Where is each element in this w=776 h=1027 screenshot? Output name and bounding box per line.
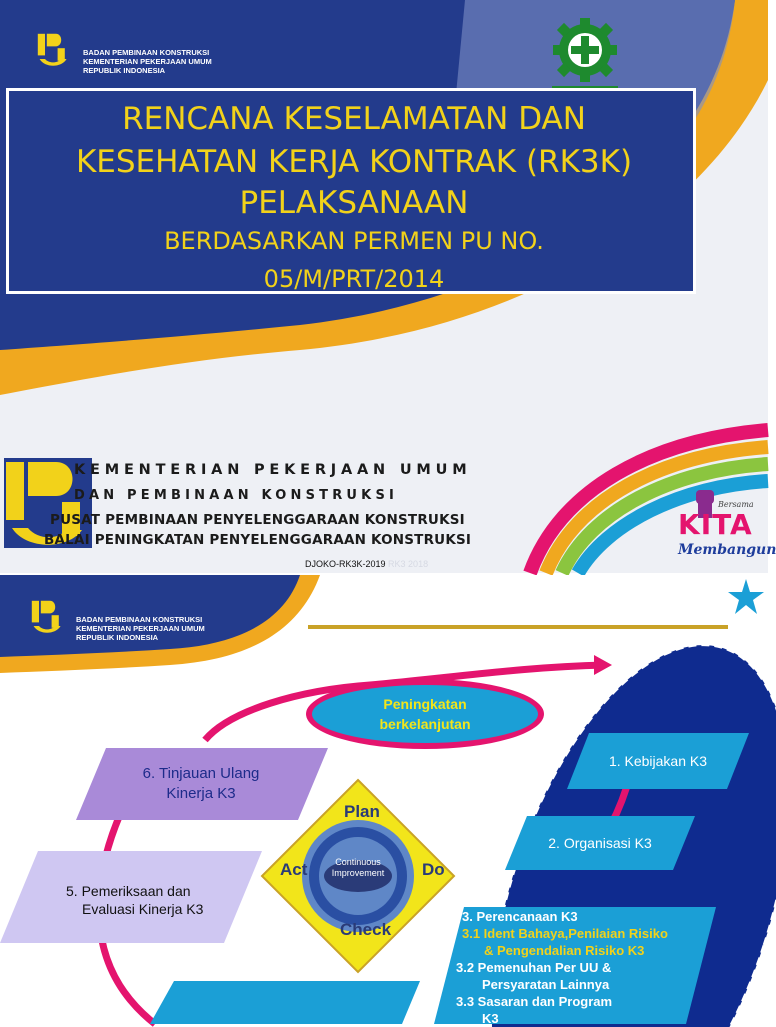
title-line-1: RENCANA KESELAMATAN DAN bbox=[122, 101, 586, 137]
step3-list bbox=[456, 908, 668, 1027]
footer-faded: RK3 2018 bbox=[388, 559, 429, 569]
footer-tag bbox=[305, 559, 428, 569]
step5-label bbox=[66, 882, 203, 918]
pdca-center-2: Improvement bbox=[331, 868, 385, 878]
pu-logo-icon bbox=[36, 32, 72, 68]
step3-line-1: 3. Perencanaan K3 bbox=[462, 909, 578, 924]
org2-line-3: REPUBLIK INDONESIA bbox=[76, 633, 159, 642]
brand-main: KITA bbox=[678, 508, 753, 541]
pdca-do: Do bbox=[422, 860, 445, 879]
title-line-2: KESEHATAN KERJA KONTRAK (RK3K) bbox=[75, 144, 633, 180]
step6-line-1: 6. Tinjauan Ulang bbox=[142, 765, 260, 782]
ministry-line-2: DAN PEMBINAAN KONSTRUKSI bbox=[74, 488, 399, 503]
k3-gear-logo-icon bbox=[546, 14, 624, 94]
org2-line-1: BADAN PEMBINAAN KONSTRUKSI bbox=[76, 615, 203, 624]
step3-line-4: 3.2 Pemenuhan Per UU & bbox=[456, 960, 612, 975]
step3-line-3: & Pengendalian Risiko K3 bbox=[484, 943, 645, 958]
pu-logo-icon-2 bbox=[30, 599, 66, 635]
step6-line-2: Kinerja K3 bbox=[166, 785, 236, 802]
org-line-3: REPUBLIK INDONESIA bbox=[83, 66, 166, 75]
footer-code: DJOKO-RK3K-2019 bbox=[305, 559, 386, 569]
ministry-line-1: KEMENTERIAN PEKERJAAN UMUM bbox=[74, 462, 472, 478]
continuous-improvement-oval bbox=[306, 679, 544, 749]
pdca-center bbox=[324, 857, 392, 879]
brand-top: Bersama bbox=[718, 500, 754, 509]
improvement-line-2: berkelanjutan bbox=[379, 716, 471, 732]
step1-label: 1. Kebijakan K3 bbox=[608, 753, 708, 769]
pdca-act: Act bbox=[280, 860, 308, 879]
ministry-line-4: BALAI PENINGKATAN PENYELENGGARAAN KONSTRUKSI bbox=[44, 532, 472, 548]
step3-line-2: 3.1 Ident Bahaya,Penilaian Risiko bbox=[462, 926, 668, 941]
star-icon bbox=[726, 577, 766, 617]
org-line-1: BADAN PEMBINAAN KONSTRUKSI bbox=[83, 48, 210, 57]
org-line-2: KEMENTERIAN PEKERJAAN UMUM bbox=[83, 57, 212, 66]
improvement-line-1: Peningkatan bbox=[383, 696, 467, 712]
org-block-2 bbox=[76, 615, 205, 642]
step3-line-7: K3 bbox=[482, 1011, 499, 1026]
step4-shape bbox=[150, 981, 420, 1024]
org2-line-2: KEMENTERIAN PEKERJAAN UMUM bbox=[76, 624, 205, 633]
pdca-check: Check bbox=[340, 920, 392, 939]
org-block bbox=[83, 48, 212, 75]
step5-line-2: Evaluasi Kinerja K3 bbox=[82, 901, 204, 917]
title-box bbox=[6, 88, 696, 294]
title-line-3: PELAKSANAAN bbox=[239, 185, 469, 221]
ministry-line-3: PUSAT PEMBINAAN PENYELENGGARAAN KONSTRUKSI bbox=[50, 512, 465, 528]
pdca-center-1: Continuous bbox=[335, 857, 381, 867]
step2-label: 2. Organisasi K3 bbox=[548, 835, 652, 851]
title-line-4: BERDASARKAN PERMEN PU NO. bbox=[164, 227, 544, 255]
step3-line-5: Persyaratan Lainnya bbox=[482, 977, 610, 992]
title-line-5: 05/M/PRT/2014 bbox=[263, 265, 445, 293]
step3-line-6: 3.3 Sasaran dan Program bbox=[456, 994, 613, 1009]
brand-bottom: Membangun bbox=[678, 542, 776, 558]
bersama-kita-logo bbox=[674, 488, 776, 562]
step5-line-1: 5. Pemeriksaan dan bbox=[66, 883, 191, 899]
pdca-plan: Plan bbox=[344, 802, 380, 821]
ministry-block bbox=[44, 462, 528, 558]
pdca-labels bbox=[262, 780, 454, 972]
rk3k-cycle-slide bbox=[0, 575, 768, 1024]
